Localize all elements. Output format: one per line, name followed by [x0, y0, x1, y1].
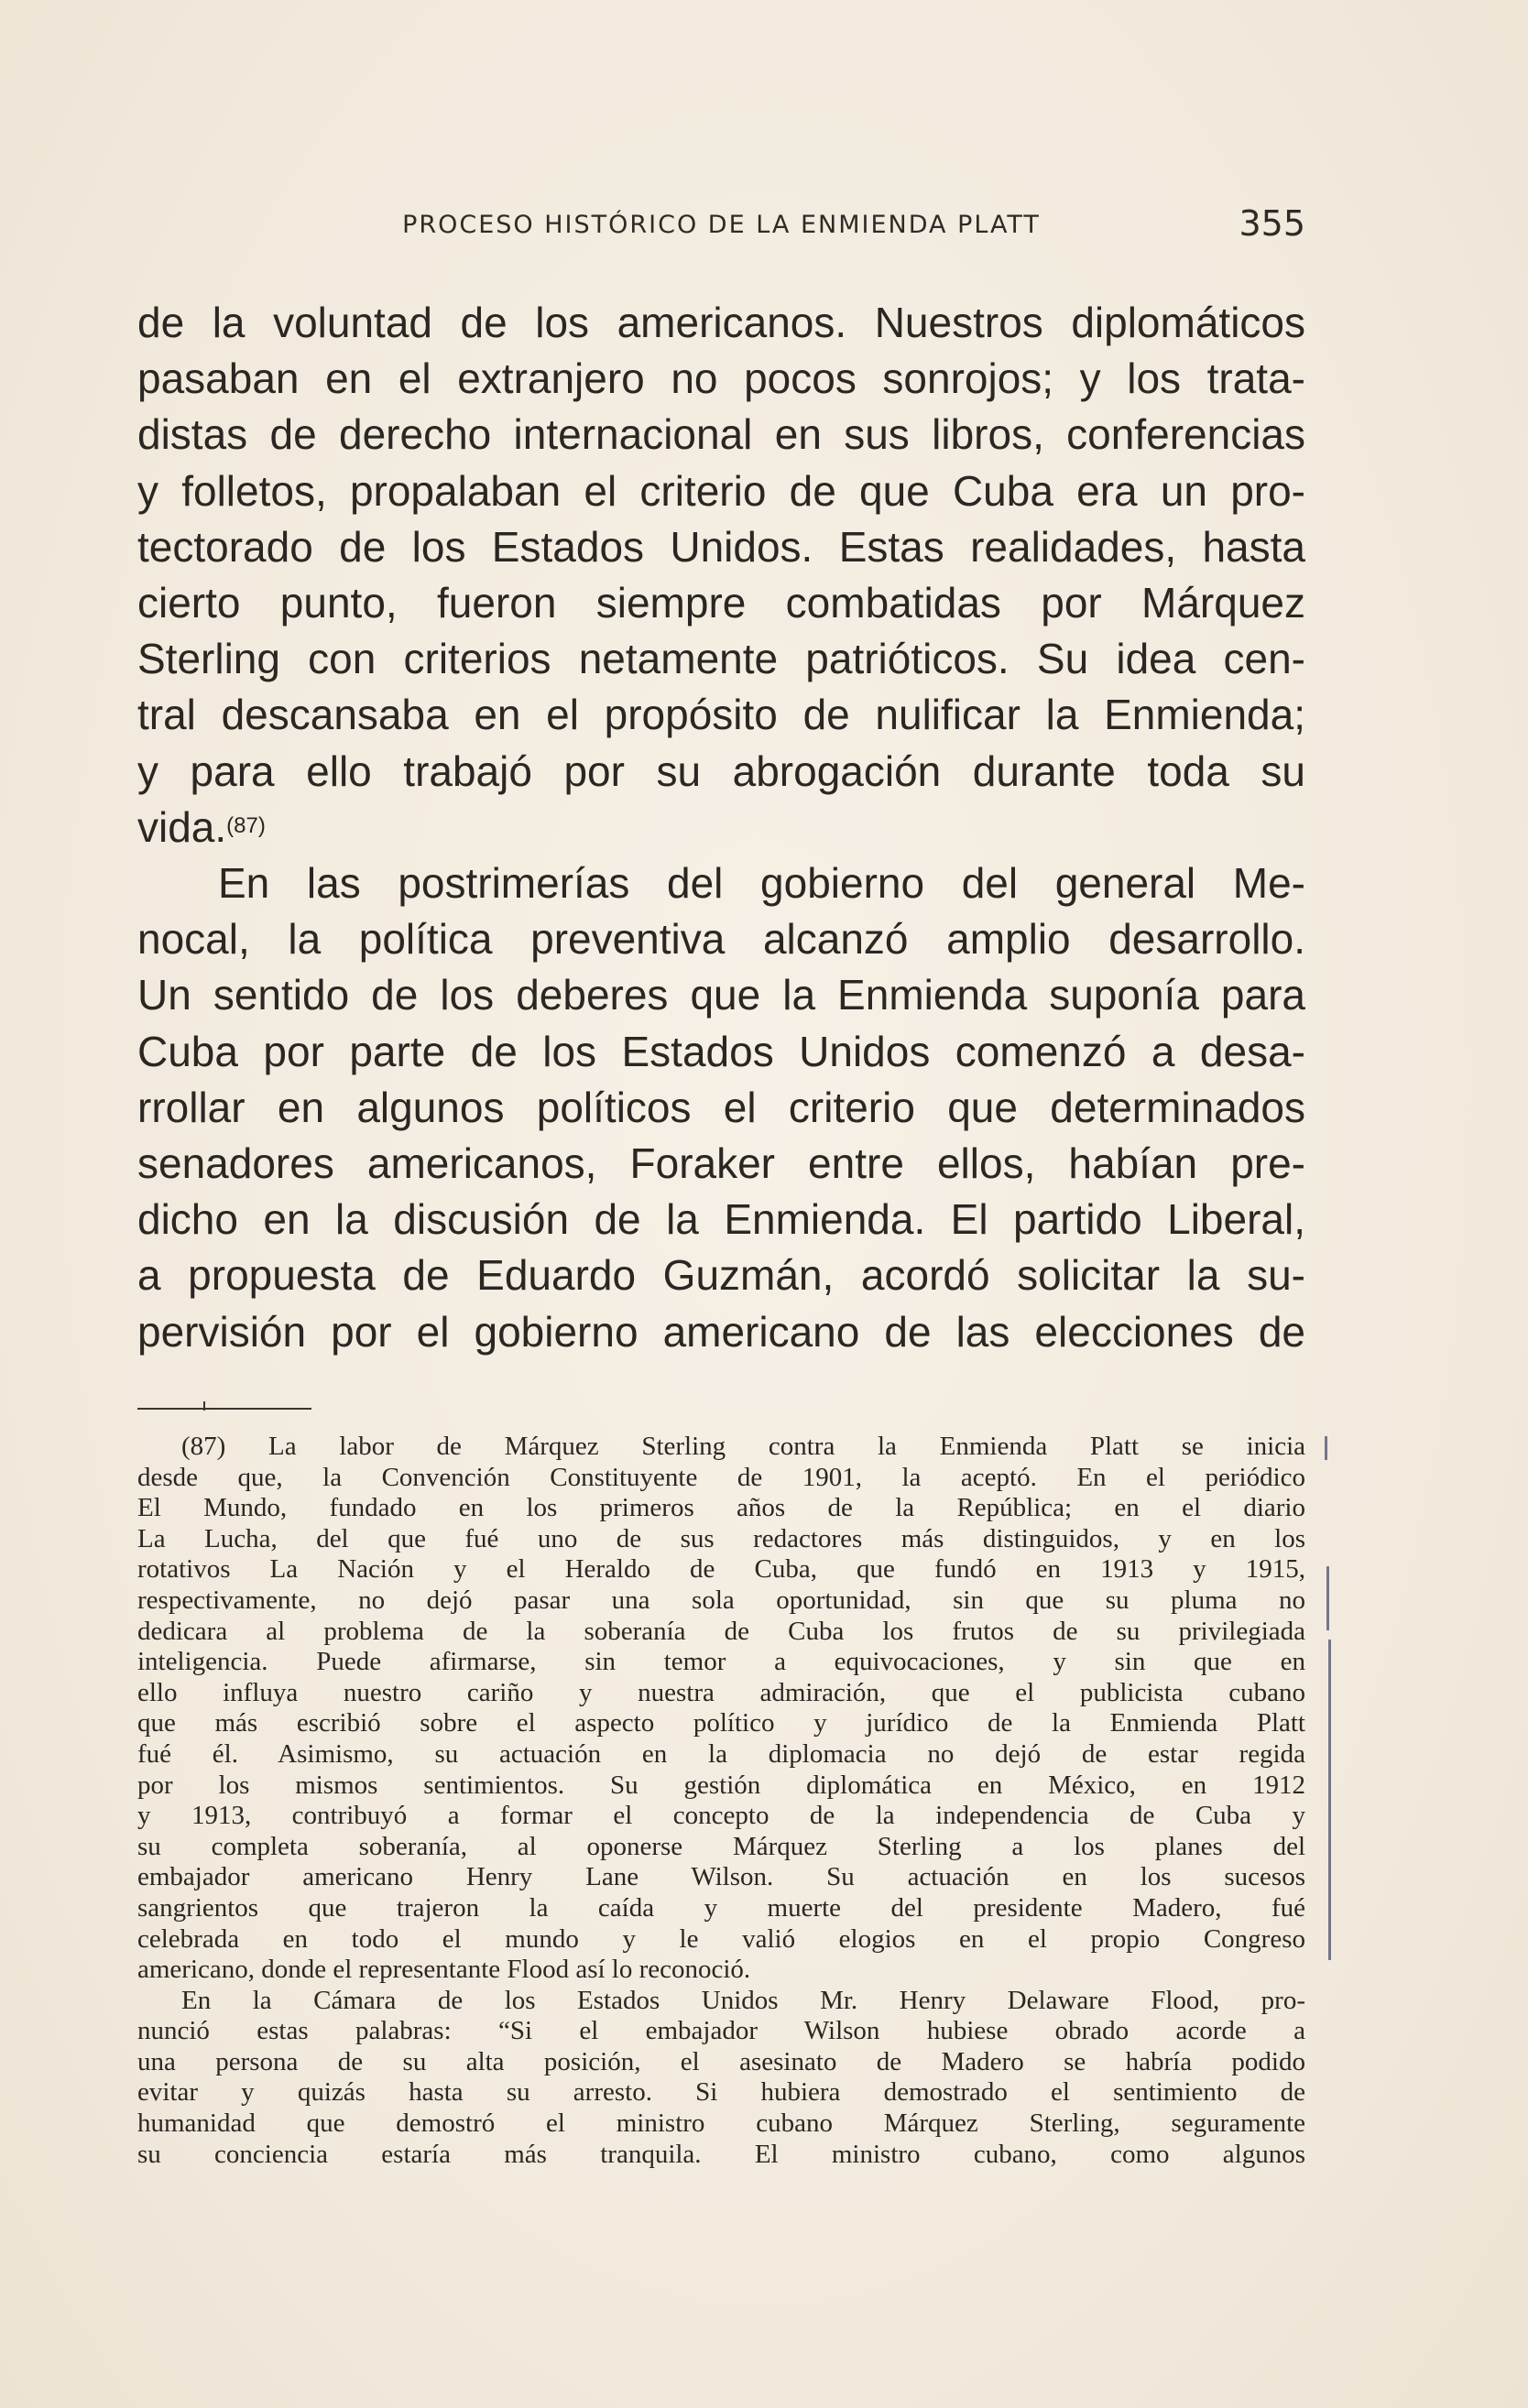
footnote-line: fué él. Asimismo, su actuación en la diplomacia no dejó de estar regida [137, 1738, 1305, 1769]
footnote-line: nunció estas palabras: “Si el embajador Wilson hubiese obrado acorde a [137, 2016, 1305, 2046]
footnote-line: una persona de su alta posición, el asesinato de Madero se habría podido [137, 2046, 1305, 2076]
footnote-line: embajador americano Henry Lane Wilson. Su actuación en los sucesos [137, 1862, 1305, 1892]
text-line: cierto punto, fueron siempre combatidas por Márquez [137, 579, 1305, 627]
text-line: tral descansaba en el propósito de nulificar la Enmienda; [137, 691, 1305, 739]
paragraph-continuation [137, 911, 1305, 1360]
footnote-line: En la Cámara de los Estados Unidos Mr. Henry Delaware Flood, pro- [181, 1985, 1305, 2015]
footnote-line: ello influya nuestro cariño y nuestra admiración, que el publicista cubano [137, 1677, 1305, 1707]
text-line: Sterling con criterios netamente patrióticos. Su idea cen- [137, 635, 1305, 683]
footnote-line: (87) La labor de Márquez Sterling contra la Enmienda Platt se inicia [181, 1432, 1305, 1461]
paragraph [137, 295, 1305, 855]
footnote-line: por los mismos sentimientos. Su gestión diplomática en México, en 1912 [137, 1770, 1305, 1800]
text-line: senadores americanos, Foraker entre ellos, habían pre- [137, 1139, 1305, 1188]
footnote-line: y 1913, contribuyó a formar el concepto de la independencia de Cuba y [137, 1801, 1305, 1831]
footnote-separator [137, 1408, 311, 1410]
footnote-separator-mark [203, 1401, 205, 1411]
footnote-line: su conciencia estaría más tranquila. El ministro cubano, como algunos [137, 2139, 1305, 2169]
paragraph [137, 855, 1305, 911]
footnote-line: sangrientos que trajeron la caída y muerte del presidente Madero, fué [137, 1892, 1305, 1923]
body-text [137, 295, 1305, 1360]
text-line: En las postrimerías del gobierno del general Me- [218, 859, 1305, 908]
footnote-reference: (87) [226, 812, 266, 838]
text-line: Cuba por parte de los Estados Unidos comenzó a desa- [137, 1027, 1305, 1075]
text-line: tectorado de los Estados Unidos. Estas realidades, hasta [137, 522, 1305, 571]
margin-pencil-mark [1328, 1640, 1331, 1960]
footnote-line: El Mundo, fundado en los primeros años de la República; en el diario [137, 1493, 1305, 1523]
footnote-line: celebrada en todo el mundo y le valió elogios en el propio Congreso [137, 1923, 1305, 1954]
footnote-line: La Lucha, del que fué uno de sus redactores más distinguidos, y en los [137, 1523, 1305, 1553]
footnotes [137, 1432, 1305, 2170]
footnote-line: americano, donde el representante Flood así lo reconoció. [137, 1955, 751, 1985]
footnote-line: inteligencia. Puede afirmarse, sin temor a equivocaciones, y sin que en [137, 1647, 1305, 1677]
text-line: pervisión por el gobierno americano de las elecciones de [137, 1307, 1305, 1356]
footnote-line: dedicara al problema de la soberanía de Cuba los frutos de su privilegiada [137, 1616, 1305, 1646]
text-line: pasaban en el extranjero no pocos sonrojos; y los trata- [137, 354, 1305, 403]
footnote-line: respectivamente, no dejó pasar una sola oportunidad, sin que su pluma no [137, 1585, 1305, 1615]
text-line: y para ello trabajó por su abrogación durante toda su [137, 746, 1305, 795]
running-title: PROCESO HISTÓRICO DE LA ENMIENDA PLATT [402, 211, 1041, 239]
text-line: Un sentido de los deberes que la Enmienda suponía para [137, 971, 1305, 1019]
text-line: de la voluntad de los americanos. Nuestros diplomáticos [137, 299, 1305, 346]
text-line: y folletos, propalaban el criterio de que Cuba era un pro- [137, 466, 1305, 515]
text-line: nocal, la política preventiva alcanzó amplio desarrollo. [137, 915, 1305, 964]
page-number: 355 [1239, 203, 1305, 244]
text-line: a propuesta de Eduardo Guzmán, acordó solicitar la su- [137, 1251, 1305, 1300]
footnote-line: evitar y quizás hasta su arresto. Si hubiera demostrado el sentimiento de [137, 2077, 1305, 2108]
text-line: distas de derecho internacional en sus libros, conferencias [137, 410, 1305, 459]
margin-pencil-mark [1326, 1566, 1329, 1630]
footnote-line: humanidad que demostró el ministro cubano Márquez Sterling, seguramente [137, 2108, 1305, 2139]
footnote-line: desde que, la Convención Constituyente de 1901, la aceptó. En el periódico [137, 1462, 1305, 1492]
margin-pencil-mark [1325, 1436, 1327, 1460]
footnote-line: rotativos La Nación y el Heraldo de Cuba, que fundó en 1913 y 1915, [137, 1554, 1305, 1585]
running-head [137, 203, 1305, 249]
text-line: rrollar en algunos políticos el criterio que determinados [137, 1083, 1305, 1131]
text-line: dicho en la discusión de la Enmienda. El partido Liberal, [137, 1195, 1305, 1244]
text-line [137, 800, 1305, 855]
footnote-line: que más escribió sobre el aspecto político y jurídico de la Enmienda Platt [137, 1708, 1305, 1738]
footnote-line: su completa soberanía, al oponerse Márquez Sterling a los planes del [137, 1831, 1305, 1861]
text-fragment: vida. [137, 802, 227, 851]
